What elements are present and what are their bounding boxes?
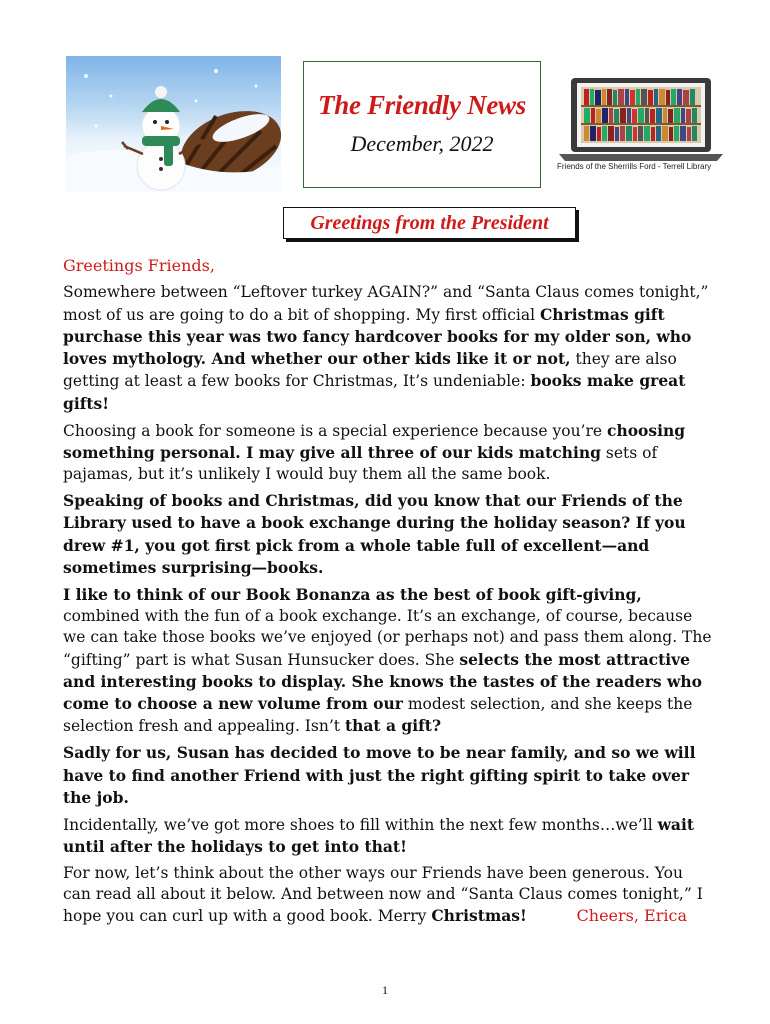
- text-run: Choosing a book for someone is a special experience because you’re: [63, 421, 607, 440]
- newsletter-title: The Friendly News: [318, 90, 526, 120]
- letter-greeting: Greetings Friends,: [63, 256, 215, 275]
- text-run: Incidentally, we’ve got more shoes to fill within the next few months…we’ll: [63, 815, 658, 834]
- letter-paragraph: [63, 584, 713, 738]
- library-logo: [557, 76, 725, 176]
- signoff: Cheers, Erica: [576, 906, 687, 926]
- text-run: Christmas gift purchase this year was two fancy hardcover books for my older son, who loves mythology. And whether our other kids like it or not,: [63, 304, 692, 369]
- text-run: books make great gifts!: [63, 371, 686, 413]
- bookshelf-icon: [581, 87, 701, 143]
- letter-paragraph: [63, 814, 713, 859]
- logo-caption: Friends of the Sherrills Ford - Terrell Library: [557, 162, 712, 171]
- text-run: Somewhere between “Leftover turkey AGAIN?” and “Santa Claus comes tonight,” most of us are going to do a bit of shopping. My first official: [63, 283, 709, 324]
- text-run: sets of pajamas, but it’s unlikely I would buy them all the same book.: [63, 443, 658, 484]
- letter-paragraph: [63, 863, 713, 928]
- text-run: choosing something personal. I may give all three of our kids matching: [63, 420, 686, 462]
- text-run: that a gift?: [344, 716, 442, 736]
- text-run: Christmas!: [431, 906, 527, 926]
- text-run: For now, let’s think about the other ways our Friends have been generous. You can read all about it below. And between now and “Santa Claus comes tonight,” I hope you can curl up with a good book. Merry: [63, 863, 703, 926]
- text-run: they are also getting at least a few books for Christmas, It’s undeniable:: [63, 350, 677, 391]
- text-run: I like to think of our Book Bonanza as the best of book gift-giving,: [63, 584, 642, 604]
- letter-paragraph: [63, 490, 713, 579]
- letter-paragraph: [63, 742, 713, 809]
- text-run: wait until after the holidays to get into that!: [63, 814, 695, 856]
- snowman-photo: [66, 56, 281, 192]
- letter-paragraph: [63, 282, 713, 415]
- letter-paragraph: [63, 420, 713, 486]
- text-run: Sadly for us, Susan has decided to move to be near family, and so we will have to find another Friend with just the right gifting spirit to take over the job.: [63, 743, 696, 807]
- newsletter-date: December, 2022: [350, 131, 494, 156]
- text-run: selects the most attractive and interesting books to display. She knows the tastes of the readers who come to choose a new volume from our: [63, 649, 702, 714]
- text-run: Speaking of books and Christmas, did you know that our Friends of the Library used to have a book exchange during the holiday season? If you drew #1, you got first pick from a whole table full of excellent—and sometimes surprising—books.: [63, 490, 686, 577]
- president-letter: [63, 255, 713, 932]
- masthead-box: [303, 61, 541, 188]
- page-number: 1: [382, 983, 388, 997]
- text-run: combined with the fun of a book exchange. It’s an exchange, of course, because we can take those books we’ve enjoyed (or perhaps not) and pass them along. The “gifting” part is what Susan Hunsucker does. She: [63, 606, 712, 669]
- section-heading: Greetings from the President: [283, 207, 576, 239]
- text-run: modest selection, and she keeps the selection fresh and appealing. Isn’t: [63, 695, 693, 736]
